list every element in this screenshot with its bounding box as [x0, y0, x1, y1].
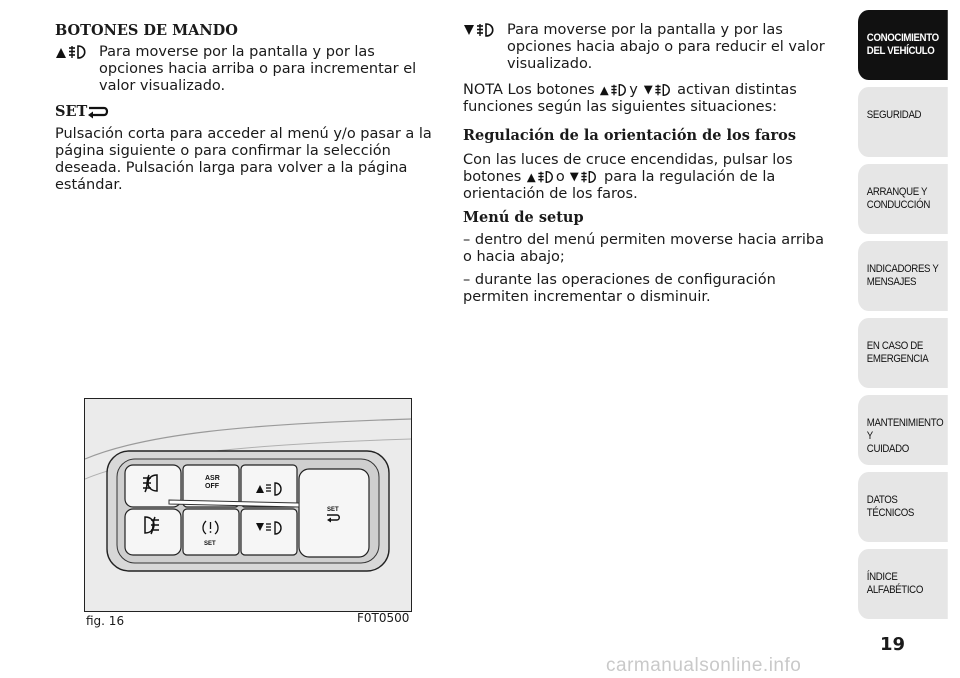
figure-16-control-panel — [84, 398, 412, 612]
nota-pre: NOTA Los botones — [463, 82, 595, 98]
set-big-label: SET — [327, 507, 339, 513]
tab-datos-tecnicos[interactable] — [858, 472, 948, 542]
setup-item-1: – dentro del menú permiten moverse hacia arriba o hacia abajo; — [463, 232, 824, 265]
faros-pre: Con las luces de cruce encendidas, pulsar los botones — [463, 152, 793, 185]
headlight-up-icon — [526, 169, 556, 185]
faros-paragraph — [463, 152, 835, 203]
chapter-tabs — [858, 0, 960, 640]
faros-mid: o — [555, 169, 565, 185]
heading-setup: Menú de setup — [463, 209, 584, 226]
tab-label: ARRANQUE Y CONDUCCIÓN — [866, 186, 930, 211]
set-desc: Pulsación corta para acceder al menú y/o pasar a la página siguiente o para confirmar la selección deseada. Pulsación larga para volver a la página estándar. — [55, 126, 432, 193]
up-button-description — [55, 44, 435, 95]
figure-code: F0T0500 — [357, 611, 410, 625]
headlight-up-icon — [599, 82, 629, 98]
nota-paragraph — [463, 82, 835, 116]
headlight-up-icon — [55, 44, 89, 60]
down-desc-text: Para moverse por la pantalla y por las opciones hacia abajo o para reducir el valor visualizado. — [507, 22, 825, 72]
tab-arranque[interactable] — [858, 164, 948, 234]
nota-mid: y — [629, 82, 638, 98]
page-number: 19 — [880, 634, 906, 655]
set-heading — [55, 103, 435, 120]
set-label: SET — [55, 103, 88, 120]
tab-emergencia[interactable] — [858, 318, 948, 388]
left-column — [55, 22, 435, 194]
heading-faros: Regulación de la orientación de los faros — [463, 127, 797, 144]
asr-label: ASR — [205, 475, 220, 482]
headlight-down-icon — [463, 22, 497, 38]
tab-label: MANTENIMIENTO Y CUIDADO — [866, 417, 944, 455]
right-column — [463, 22, 835, 306]
tab-conocimiento[interactable] — [858, 10, 948, 80]
tab-label: DATOS TÉCNICOS — [866, 494, 915, 519]
tab-label: CONOCIMIENTO DEL VEHÍCULO — [866, 32, 939, 57]
off-label: OFF — [205, 483, 219, 490]
setup-item-2: – durante las operaciones de configuración permiten incrementar o disminuir. — [463, 272, 776, 305]
tab-indicadores[interactable] — [858, 241, 948, 311]
faros-post: para la regulación de la orientación de los faros. — [463, 169, 776, 202]
nota-post: activan distintas funciones según las siguientes situaciones: — [463, 82, 797, 115]
control-panel-illustration — [85, 399, 411, 611]
set-small-label: SET — [204, 541, 216, 547]
headlight-down-icon — [569, 169, 599, 185]
set-return-icon — [87, 104, 109, 120]
watermark: carmanualsonline.info — [606, 655, 802, 676]
down-button-description — [463, 22, 835, 73]
headlight-down-icon — [643, 82, 673, 98]
up-desc-text: Para moverse por la pantalla y por las opciones hacia arriba o para incrementar el valor visualizado. — [99, 44, 417, 94]
tab-label: EN CASO DE EMERGENCIA — [866, 340, 929, 365]
tab-seguridad[interactable] — [858, 87, 948, 157]
tab-indice[interactable] — [858, 549, 948, 619]
tab-label: SEGURIDAD — [866, 109, 922, 121]
tab-label: INDICADORES Y MENSAJES — [866, 263, 939, 288]
tab-mantenimiento[interactable] — [858, 395, 948, 465]
tab-label: ÍNDICE ALFABÉTICO — [866, 571, 923, 596]
section-heading-botones: BOTONES DE MANDO — [55, 22, 238, 39]
figure-label: fig. 16 — [86, 614, 125, 628]
